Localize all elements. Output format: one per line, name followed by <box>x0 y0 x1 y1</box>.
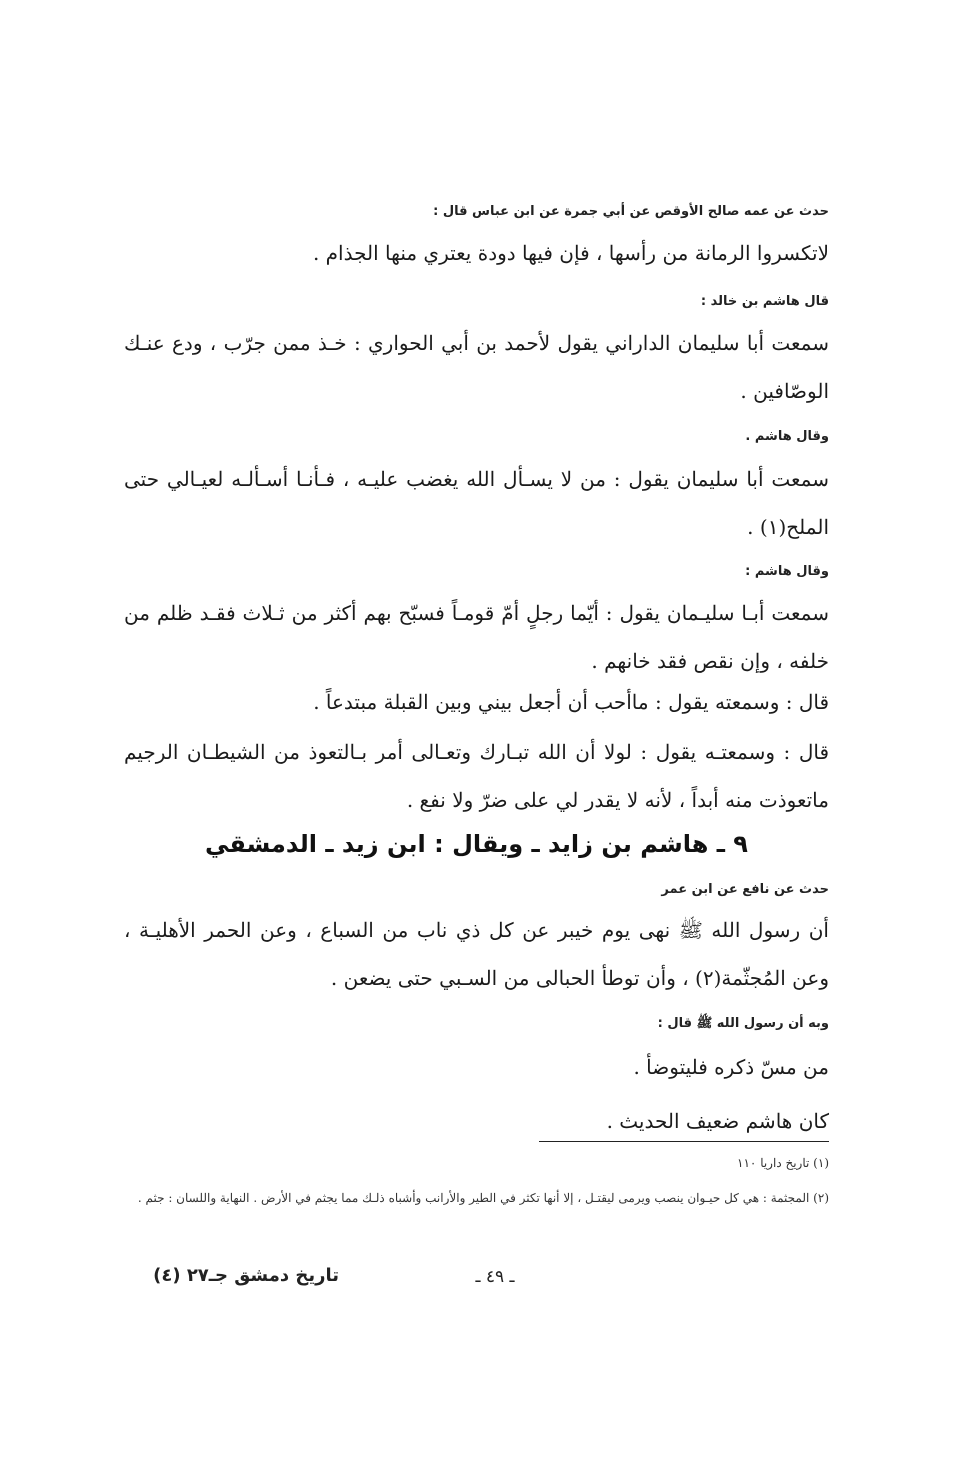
text-paragraph: سمعت أبـا سليـمان يقول : أيّما رجلٍ أمّ قومـاً فسبّح بهم أكثر من ثـلاث فقـد ظلم من خلفه ، وإن نقص فقد خانهم . <box>124 601 829 673</box>
text-paragraph: قال : وسمعته يقول : ماأحب أن أجعل بيني وبين القبلة مبتدعاً . <box>313 690 829 714</box>
footnote-divider <box>539 1141 829 1142</box>
isnad-heading: وبه أن رسول الله ﷺ قال : <box>657 1016 829 1031</box>
speaker-heading: وقال هاشم . <box>745 429 829 444</box>
page-number: ـ ٤٩ ـ <box>475 1267 515 1287</box>
footnote: (٢) المجثمة : هي كل حيـوان ينصب ويرمى ليقتـل ، إلا أنها تكثر في الطير والأرانب وأشباه ذلـك مما يجثم في الأرض . النهاية واللسان : جثم . <box>137 1191 829 1205</box>
text-paragraph: من مسّ ذكره فليتوضأ . <box>633 1055 829 1079</box>
text-paragraph: سمعت أبا سليمان الداراني يقول لأحمد بن أبي الحواري : خـذ ممن جرّب ، ودع عنـك الوصّافين . <box>124 331 829 403</box>
text-paragraph: أن رسول الله ﷺ نهى يوم خيبر عن كل ذي ناب من السباع ، وعن الحمر الأهليـة ، وعن المُجثّمة(٢) ، وأن توطأ الحبالى من السـبي حتى يضعن . <box>124 918 829 990</box>
section-title: ٩ ـ هاشم بن زايد ـ ويقال : ابن زيد ـ الدمشقي <box>205 830 748 858</box>
isnad-heading: حدث عن عمه صالح الأوقص عن أبي جمرة عن ابن عباس قال : <box>433 204 829 219</box>
running-footer-title: تاريخ دمشق جـ٢٧ (٤) <box>153 1265 339 1286</box>
footnote: (١) تاريخ داريا ١١٠ <box>737 1156 829 1170</box>
text-paragraph: لاتكسروا الرمانة من رأسها ، فإن فيها دودة يعتري منها الجذام . <box>312 241 829 265</box>
text-paragraph: قال : وسمعتـه يقول : لولا أن الله تبـارك وتعـالى أمر بـالتعوذ من الشيطـان الرجيم ماتعوذت منه أبداً ، لأنه لا يقدر لي على ضرّ ولا نفع . <box>124 740 829 812</box>
isnad-heading: حدث عن نافع عن ابن عمر <box>661 882 829 897</box>
speaker-heading: وقال هاشم : <box>745 564 829 579</box>
text-paragraph: كان هاشم ضعيف الحديث . <box>606 1109 829 1133</box>
speaker-heading: قال هاشم بن خالد : <box>700 294 829 309</box>
text-paragraph: سمعت أبا سليمان يقول : من لا يسـأل الله يغضب عليـه ، فـأنـا أسـألـه لعيـالي حتى الملح(١) . <box>124 467 829 539</box>
